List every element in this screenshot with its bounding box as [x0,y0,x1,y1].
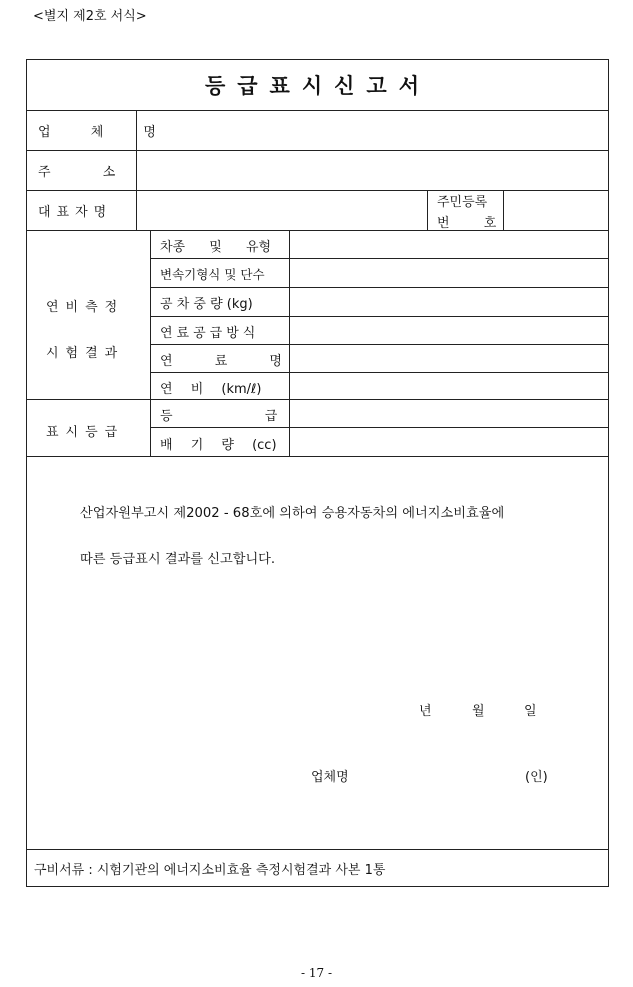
form-frame [26,59,609,887]
grade-row-label: 등 급 [160,409,278,424]
test-row-label: 연료공급방식 [160,326,260,341]
divider [427,190,428,230]
divider [150,230,151,456]
date-month: 월 [472,704,485,719]
divider [150,344,609,345]
divider [26,849,609,850]
date-year: 년 [419,704,432,719]
test-row-label: 차종 및 유형 [160,240,272,255]
divider [150,287,609,288]
divider [150,427,609,428]
page-number: - 17 - [300,966,332,980]
form-title: 등급표시신고서 [204,73,431,98]
divider [150,372,609,373]
divider [26,230,609,231]
form-number-note: <별지 제2호 서식> [33,9,147,24]
fuel-test-label: 시험결과 [46,346,125,361]
divider [150,258,609,259]
divider [289,230,290,456]
declaration-text: 따른 등급표시 결과를 신고합니다. [80,552,276,567]
seal-mark: (인) [525,770,548,785]
representative-label: 대표자명 [38,205,113,220]
divider [26,456,609,457]
date-day: 일 [524,704,537,719]
divider [26,150,609,151]
test-row-label: 공 차 중 량 (kg) [160,297,253,312]
divider [26,190,609,191]
resident-number-label: 번 호 [437,216,497,231]
divider [26,399,609,400]
test-row-label: 연 료 명 [160,354,282,369]
grade-row-label: 배 기 량 (cc) [160,438,277,453]
fuel-test-label: 연비측정 [46,300,125,315]
company-signature-label: 업체명 [311,770,349,785]
grade-label: 표시등급 [46,425,125,440]
divider [503,190,504,230]
company-name-label: 업 체 명 [38,125,174,140]
divider [26,110,609,111]
required-documents-note: 구비서류 : 시험기관의 에너지소비효율 측정시험결과 사본 1통 [34,863,386,878]
address-label: 주 소 [38,165,116,180]
resident-number-label: 주민등록 [437,195,488,210]
divider [150,316,609,317]
test-row-label: 변속기형식 및 단수 [160,267,265,282]
test-row-label: 연 비 (km/ℓ) [160,382,262,397]
declaration-text: 산업자원부고시 제2002 - 68호에 의하여 승용자동차의 에너지소비효율에 [80,506,505,521]
